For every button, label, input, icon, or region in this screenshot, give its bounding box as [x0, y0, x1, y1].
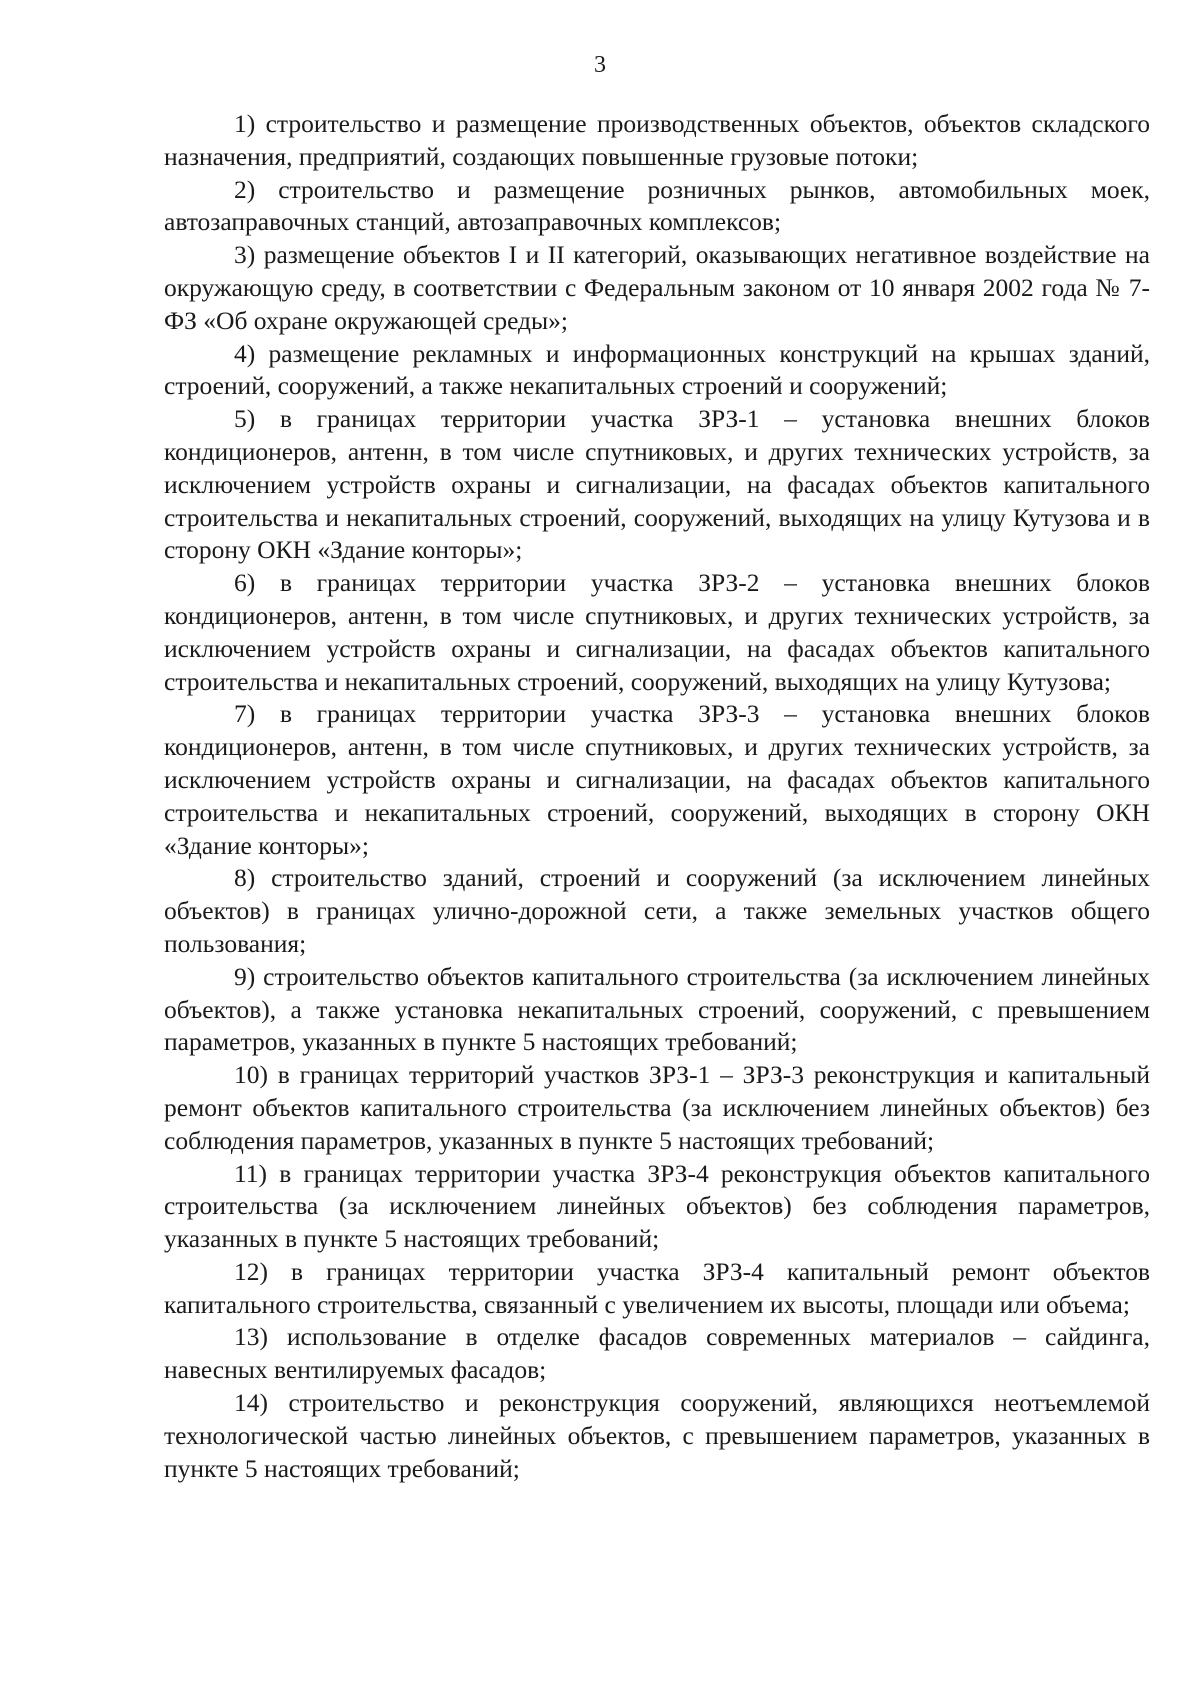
list-item-7: 7) в границах территории участка ЗРЗ-3 – установка внешних блоков кондиционеров, антенн, в том числе спутниковых, и других технических устройств, за исключением устройств охраны и сигнализации, на фасадах объектов капитального строительства и некапитальных строений, сооружений, выходящих в сторону ОКН «Здание конторы»; — [164, 699, 1150, 860]
list-item-10: 10) в границах территорий участков ЗРЗ-1 – ЗРЗ-3 реконструкция и капитальный ремонт объектов капитального строительства (за исключением линейных объектов) без соблюдения параметров, указанных в пункте 5 настоящих требований; — [164, 1060, 1150, 1155]
list-item-8: 8) строительство зданий, строений и сооружений (за исключением линейных объектов) в границах улично-дорожной сети, а также земельных участков общего пользования; — [164, 863, 1150, 958]
list-item-6: 6) в границах территории участка ЗРЗ-2 – установка внешних блоков кондиционеров, антенн, в том числе спутниковых, и других технических устройств, за исключением устройств охраны и сигнализации, на фасадах объектов капитального строительства и некапитальных строений, сооружений, выходящих на улицу Кутузова; — [164, 568, 1150, 696]
list-item-13: 13) использование в отделке фасадов современных материалов – сайдинга, навесных вентилируемых фасадов; — [164, 1322, 1150, 1385]
list-item-12: 12) в границах территории участка ЗРЗ-4 капитальный ремонт объектов капитального строительства, связанный с увеличением их высоты, площади или объема; — [164, 1256, 1150, 1319]
prohibitions-list — [164, 108, 1150, 1485]
list-item-2: 2) строительство и размещение розничных рынков, автомобильных моек, автозаправочных станций, автозаправочных комплексов; — [164, 174, 1150, 237]
list-item-14: 14) строительство и реконструкция сооружений, являющихся неотъемлемой технологической частью линейных объектов, с превышением параметров, указанных в пункте 5 настоящих требований; — [164, 1388, 1150, 1483]
page-number: 3 — [594, 52, 606, 78]
list-item-9: 9) строительство объектов капитального строительства (за исключением линейных объектов), а также установка некапитальных строений, сооружений, с превышением параметров, указанных в пункте 5 настоящих требований; — [164, 961, 1150, 1057]
list-item-1: 1) строительство и размещение производственных объектов, объектов складского назначения, предприятий, создающих повышенные грузовые потоки; — [164, 109, 1150, 171]
list-item-5: 5) в границах территории участка ЗРЗ-1 – установка внешних блоков кондиционеров, антенн, в том числе спутниковых, и других технических устройств, за исключением устройств охраны и сигнализации, на фасадах объектов капитального строительства и некапитальных строений, сооружений, выходящих на улицу Кутузова и в сторону ОКН «Здание конторы»; — [164, 404, 1150, 565]
list-item-11: 11) в границах территории участка ЗРЗ-4 реконструкция объектов капитального строительства (за исключением линейных объектов) без соблюдения параметров, указанных в пункте 5 настоящих требований; — [164, 1158, 1150, 1254]
list-item-3: 3) размещение объектов I и II категорий, оказывающих негативное воздействие на окружающую среду, в соответствии с Федеральным законом от 10 января 2002 года № 7-ФЗ «Об охране окружающей среды»; — [164, 240, 1150, 335]
list-item-4: 4) размещение рекламных и информационных конструкций на крышах зданий, строений, сооружений, а также некапитальных строений и сооружений; — [164, 338, 1150, 401]
